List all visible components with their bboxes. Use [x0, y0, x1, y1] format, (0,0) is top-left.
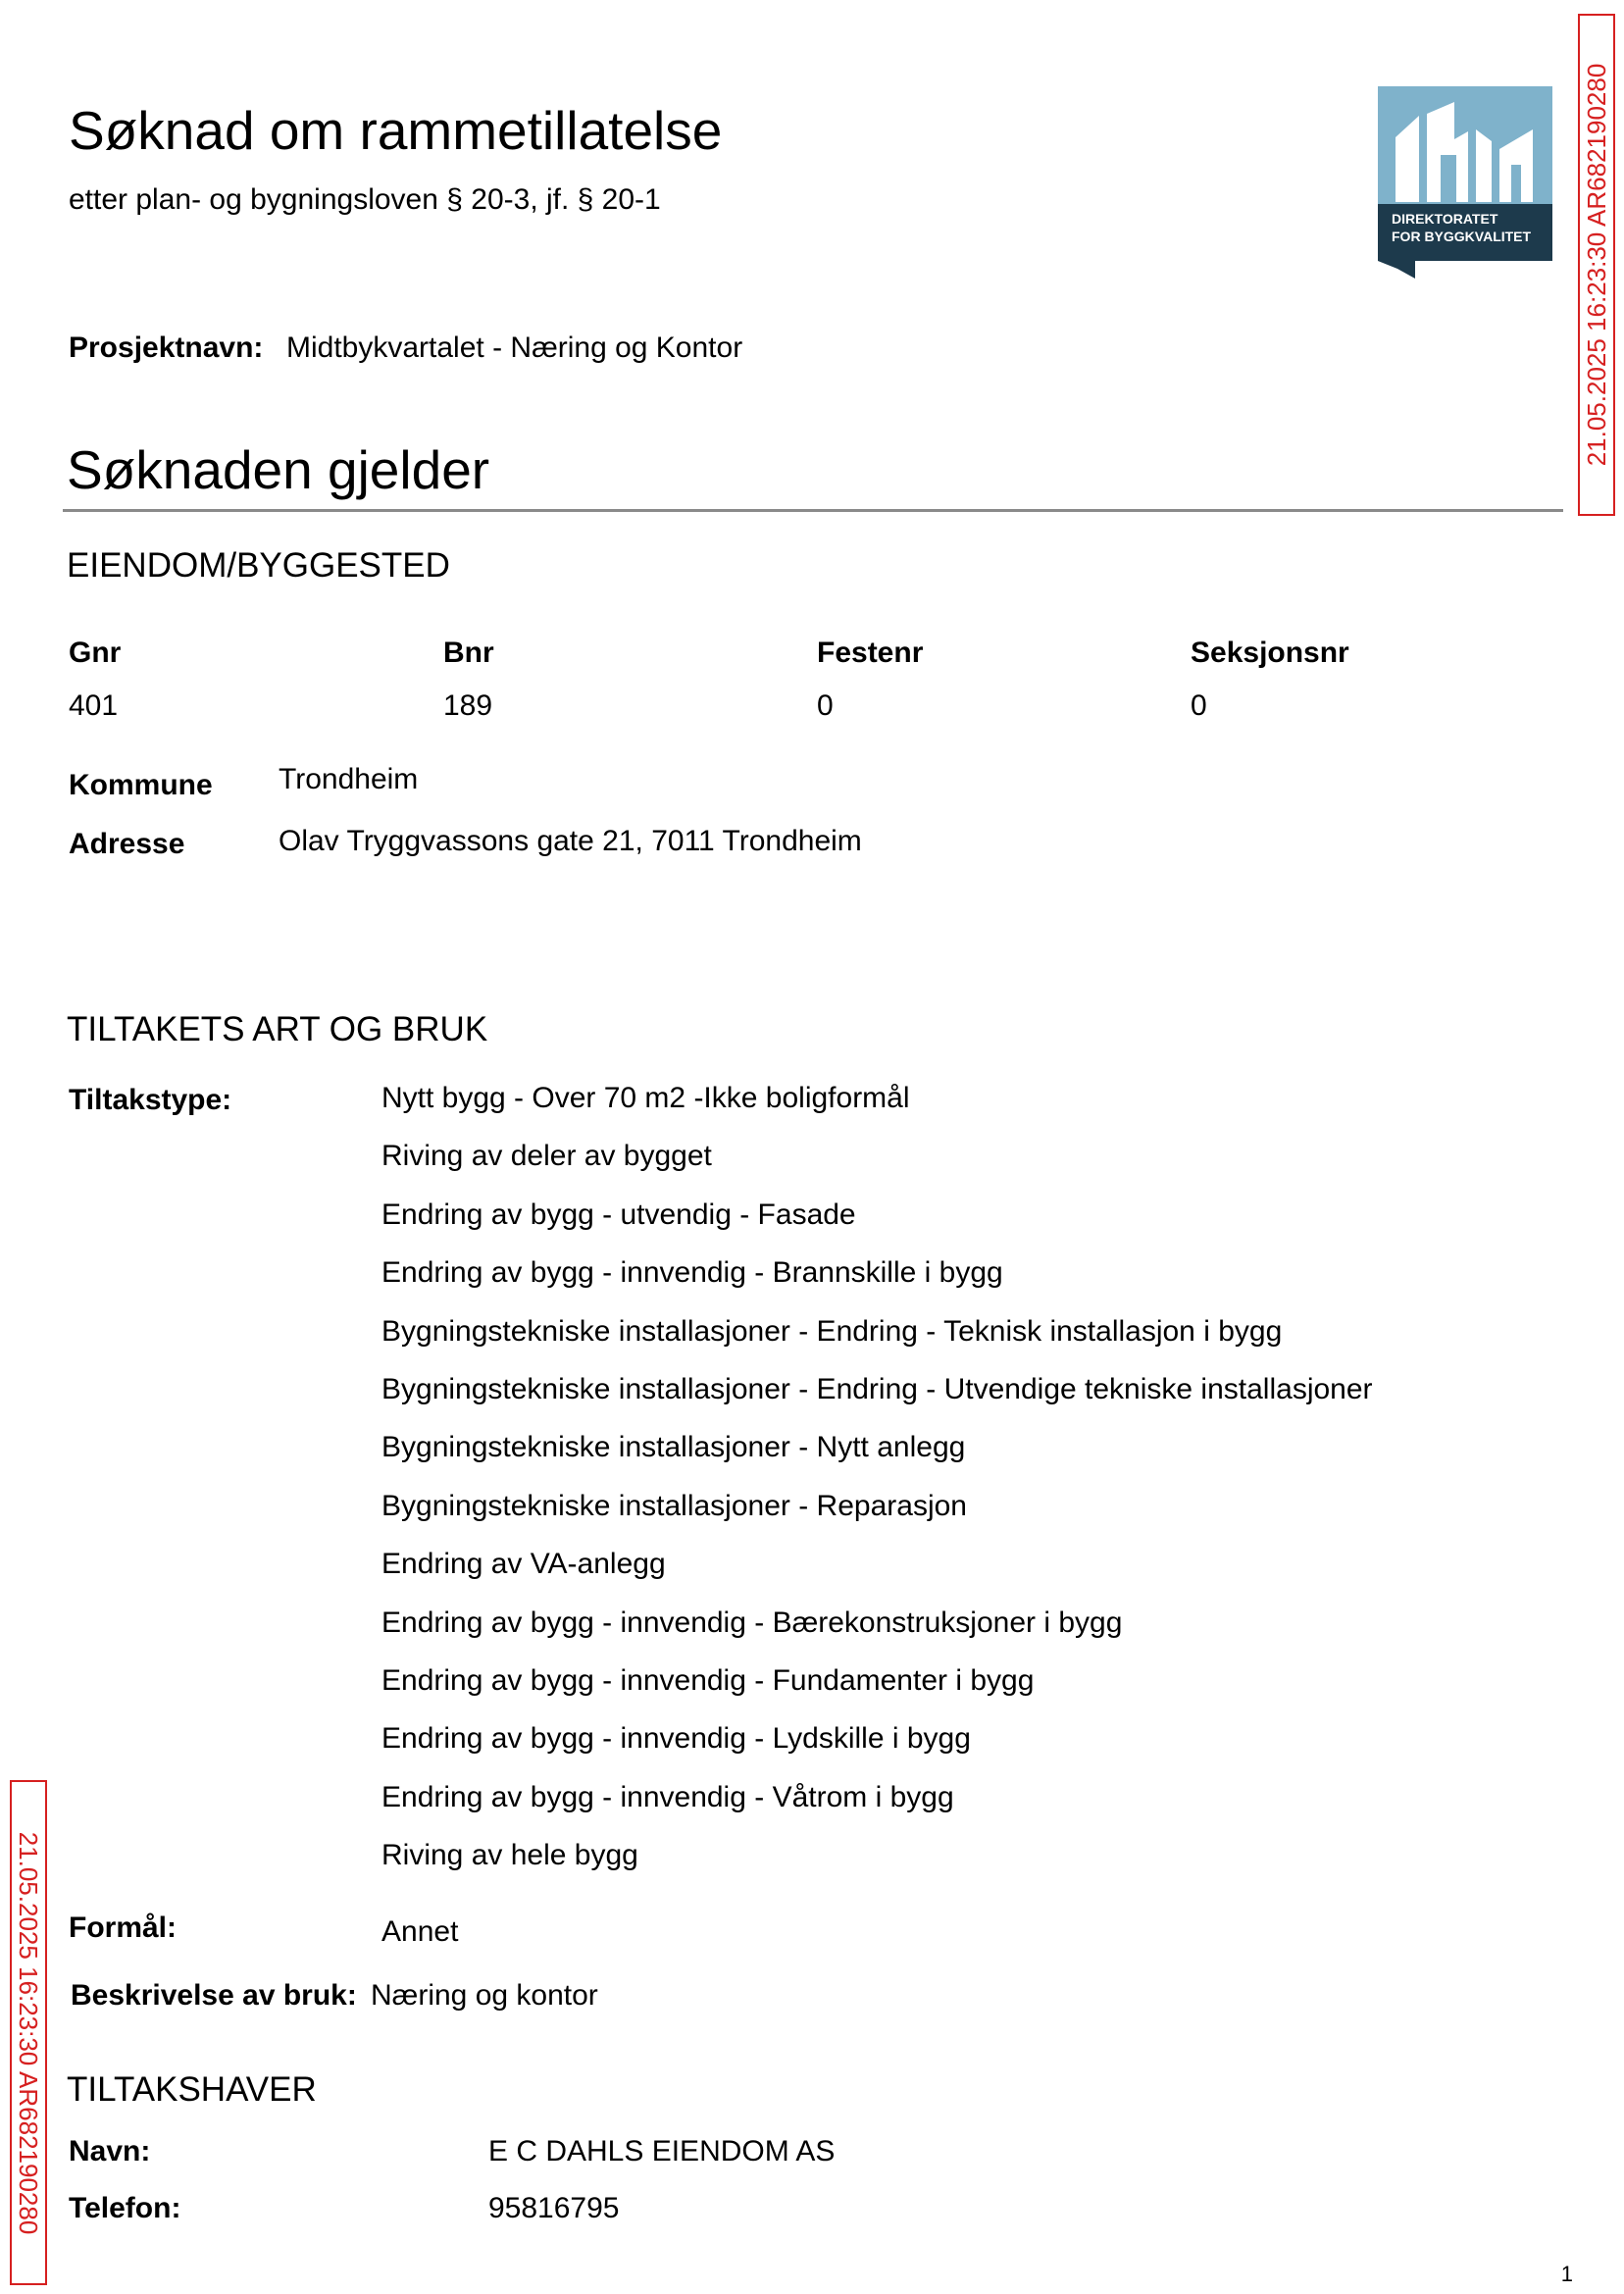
list-item: Endring av bygg - innvendig - Fundamenter i bygg: [381, 1663, 1035, 1697]
date-stamp-right: [1578, 14, 1615, 516]
logo-text-line1: DIREKTORATET: [1392, 211, 1498, 227]
kommune-label: Kommune: [69, 769, 213, 801]
list-item: Bygningstekniske installasjoner - Reparasjon: [381, 1489, 967, 1522]
list-item: Endring av bygg - utvendig - Fasade: [381, 1198, 856, 1231]
kommune-value: Trondheim: [279, 763, 419, 795]
list-item: Bygningstekniske installasjoner - Endring - Utvendige tekniske installasjoner: [381, 1372, 1373, 1405]
bnr-label: Bnr: [443, 637, 494, 669]
list-item: Endring av bygg - innvendig - Våtrom i bygg: [381, 1780, 954, 1813]
project-label: Prosjektnavn:: [69, 331, 264, 364]
section-heading: Søknaden gjelder: [67, 439, 490, 500]
formal-label: Formål:: [69, 1912, 178, 1944]
telefon-label: Telefon:: [69, 2192, 181, 2224]
seksjonsnr-label: Seksjonsnr: [1191, 637, 1349, 669]
navn-value: E C DAHLS EIENDOM AS: [488, 2135, 836, 2167]
page-number: 1: [1560, 2262, 1573, 2286]
festenr-label: Festenr: [817, 637, 924, 669]
document-title: Søknad om rammetillatelse: [69, 100, 723, 161]
bnr-value: 189: [443, 689, 493, 722]
bruk-value: Næring og kontor: [371, 1979, 598, 2012]
tiltakshaver-heading: TILTAKSHAVER: [67, 2070, 317, 2109]
festenr-value: 0: [817, 689, 834, 722]
tiltakstype-list: [381, 1081, 1373, 1896]
list-item: Endring av bygg - innvendig - Lydskille i bygg: [381, 1722, 971, 1756]
logo-text-line2: FOR BYGGKVALITET: [1392, 229, 1532, 244]
tiltakstype-label: Tiltakstype:: [69, 1084, 232, 1116]
list-item: Nytt bygg - Over 70 m2 -Ikke boligformål: [381, 1082, 910, 1114]
list-item: Endring av bygg - innvendig - Brannskille i bygg: [381, 1256, 1003, 1290]
navn-label: Navn:: [69, 2135, 151, 2167]
telefon-value: 95816795: [488, 2192, 620, 2224]
list-item: Bygningstekniske installasjoner - Nytt anlegg: [381, 1431, 966, 1464]
date-stamp-left: [10, 1780, 47, 2285]
dibk-logo: [1378, 86, 1552, 279]
stamp-text: 21.05.2025 16:23:30 AR682190280: [1582, 63, 1611, 467]
list-item: Endring av VA-anlegg: [381, 1548, 666, 1581]
list-item: Riving av hele bygg: [381, 1839, 638, 1872]
bruk-label: Beskrivelse av bruk:: [71, 1979, 357, 2012]
list-item: Bygningstekniske installasjoner - Endring - Teknisk installasjon i bygg: [381, 1314, 1283, 1348]
adresse-label: Adresse: [69, 828, 185, 860]
tiltak-heading: TILTAKETS ART OG BRUK: [67, 1010, 488, 1048]
adresse-value: Olav Tryggvassons gate 21, 7011 Trondheim: [279, 825, 862, 857]
gnr-label: Gnr: [69, 637, 122, 669]
list-item: Endring av bygg - innvendig - Bærekonstruksjoner i bygg: [381, 1606, 1123, 1639]
document-subtitle: etter plan- og bygningsloven § 20-3, jf. § 20-1: [69, 183, 661, 216]
project-value: Midtbykvartalet - Næring og Kontor: [286, 331, 743, 364]
seksjonsnr-value: 0: [1191, 689, 1207, 722]
list-item: Riving av deler av bygget: [381, 1140, 712, 1173]
formal-value: Annet: [381, 1915, 459, 1948]
section-divider: [63, 509, 1563, 512]
gnr-value: 401: [69, 689, 119, 722]
property-heading: EIENDOM/BYGGESTED: [67, 546, 450, 585]
stamp-text: 21.05.2025 16:23:30 AR682190280: [14, 1831, 43, 2234]
